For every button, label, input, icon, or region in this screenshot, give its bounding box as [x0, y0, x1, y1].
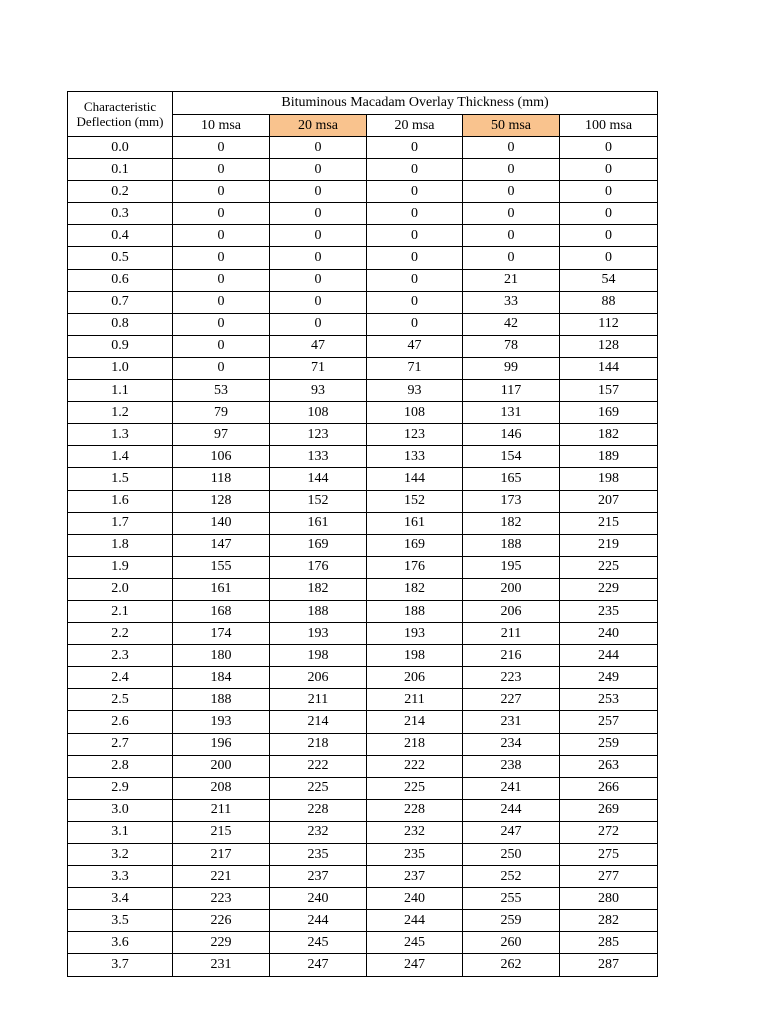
thickness-cell: 140 [173, 512, 270, 534]
deflection-cell: 0.0 [68, 137, 173, 159]
thickness-cell: 0 [270, 181, 367, 203]
thickness-cell: 272 [560, 821, 658, 843]
table-row [68, 932, 658, 954]
thickness-cell: 176 [367, 556, 463, 578]
thickness-cell: 0 [463, 225, 560, 247]
thickness-cell: 108 [367, 402, 463, 424]
thickness-cell: 33 [463, 291, 560, 313]
thickness-cell: 0 [560, 225, 658, 247]
thickness-cell: 262 [463, 954, 560, 976]
thickness-cell: 0 [173, 247, 270, 269]
thickness-cell: 206 [463, 600, 560, 622]
thickness-cell: 147 [173, 534, 270, 556]
thickness-cell: 0 [270, 247, 367, 269]
thickness-cell: 93 [367, 380, 463, 402]
thickness-cell: 21 [463, 269, 560, 291]
thickness-cell: 285 [560, 932, 658, 954]
thickness-cell: 229 [560, 578, 658, 600]
thickness-cell: 244 [270, 910, 367, 932]
thickness-cell: 176 [270, 556, 367, 578]
thickness-cell: 93 [270, 380, 367, 402]
thickness-cell: 169 [270, 534, 367, 556]
overlay-thickness-table [67, 91, 658, 977]
thickness-cell: 144 [367, 468, 463, 490]
thickness-cell: 260 [463, 932, 560, 954]
table-row [68, 667, 658, 689]
thickness-cell: 0 [270, 159, 367, 181]
deflection-cell: 2.5 [68, 689, 173, 711]
table-row [68, 357, 658, 379]
thickness-cell: 0 [463, 137, 560, 159]
thickness-cell: 53 [173, 380, 270, 402]
thickness-cell: 0 [367, 203, 463, 225]
table-row [68, 844, 658, 866]
table-row [68, 600, 658, 622]
thickness-cell: 161 [173, 578, 270, 600]
thickness-cell: 287 [560, 954, 658, 976]
thickness-cell: 0 [560, 203, 658, 225]
deflection-cell: 3.6 [68, 932, 173, 954]
thickness-cell: 231 [173, 954, 270, 976]
thickness-cell: 206 [367, 667, 463, 689]
thickness-cell: 157 [560, 380, 658, 402]
thickness-cell: 0 [560, 247, 658, 269]
thickness-cell: 218 [270, 733, 367, 755]
thickness-cell: 152 [367, 490, 463, 512]
thickness-cell: 211 [270, 689, 367, 711]
deflection-cell: 2.3 [68, 645, 173, 667]
thickness-cell: 0 [173, 291, 270, 313]
table-row [68, 313, 658, 335]
thickness-cell: 168 [173, 600, 270, 622]
deflection-cell: 2.9 [68, 777, 173, 799]
thickness-cell: 238 [463, 755, 560, 777]
deflection-cell: 0.1 [68, 159, 173, 181]
thickness-cell: 0 [270, 225, 367, 247]
thickness-cell: 131 [463, 402, 560, 424]
thickness-cell: 188 [173, 689, 270, 711]
thickness-cell: 240 [270, 888, 367, 910]
thickness-cell: 0 [173, 159, 270, 181]
thickness-cell: 198 [560, 468, 658, 490]
column-header: 20 msa [367, 115, 463, 137]
thickness-cell: 222 [367, 755, 463, 777]
thickness-cell: 188 [463, 534, 560, 556]
thickness-cell: 200 [173, 755, 270, 777]
thickness-cell: 245 [367, 932, 463, 954]
thickness-cell: 240 [560, 623, 658, 645]
thickness-cell: 161 [270, 512, 367, 534]
deflection-cell: 0.4 [68, 225, 173, 247]
table-row [68, 380, 658, 402]
thickness-cell: 232 [270, 821, 367, 843]
thickness-cell: 0 [173, 225, 270, 247]
thickness-cell: 228 [367, 799, 463, 821]
thickness-cell: 237 [367, 866, 463, 888]
thickness-cell: 152 [270, 490, 367, 512]
deflection-cell: 1.6 [68, 490, 173, 512]
thickness-cell: 244 [560, 645, 658, 667]
deflection-cell: 1.7 [68, 512, 173, 534]
thickness-cell: 144 [270, 468, 367, 490]
table-row [68, 799, 658, 821]
thickness-cell: 154 [463, 446, 560, 468]
thickness-cell: 240 [367, 888, 463, 910]
thickness-cell: 247 [367, 954, 463, 976]
deflection-cell: 3.2 [68, 844, 173, 866]
thickness-cell: 244 [367, 910, 463, 932]
thickness-cell: 0 [463, 181, 560, 203]
thickness-cell: 235 [270, 844, 367, 866]
thickness-cell: 0 [367, 225, 463, 247]
deflection-cell: 3.0 [68, 799, 173, 821]
column-header: 50 msa [463, 115, 560, 137]
thickness-cell: 0 [367, 291, 463, 313]
thickness-cell: 0 [173, 357, 270, 379]
column-header: 20 msa [270, 115, 367, 137]
thickness-cell: 155 [173, 556, 270, 578]
thickness-cell: 217 [173, 844, 270, 866]
table-row [68, 954, 658, 976]
thickness-cell: 223 [463, 667, 560, 689]
thickness-cell: 228 [270, 799, 367, 821]
thickness-cell: 0 [367, 181, 463, 203]
table-row [68, 910, 658, 932]
thickness-cell: 0 [270, 313, 367, 335]
thickness-cell: 225 [560, 556, 658, 578]
thickness-cell: 244 [463, 799, 560, 821]
thickness-cell: 0 [367, 247, 463, 269]
deflection-cell: 2.7 [68, 733, 173, 755]
deflection-cell: 1.3 [68, 424, 173, 446]
thickness-cell: 193 [173, 711, 270, 733]
thickness-cell: 259 [560, 733, 658, 755]
table-body [68, 137, 658, 977]
thickness-cell: 117 [463, 380, 560, 402]
thickness-cell: 106 [173, 446, 270, 468]
thickness-cell: 266 [560, 777, 658, 799]
deflection-cell: 2.6 [68, 711, 173, 733]
thickness-cell: 200 [463, 578, 560, 600]
table-row [68, 556, 658, 578]
table-row [68, 711, 658, 733]
table-row [68, 291, 658, 313]
thickness-cell: 182 [463, 512, 560, 534]
thickness-cell: 257 [560, 711, 658, 733]
thickness-cell: 0 [463, 247, 560, 269]
column-header: 100 msa [560, 115, 658, 137]
thickness-cell: 0 [367, 313, 463, 335]
thickness-cell: 169 [367, 534, 463, 556]
thickness-cell: 99 [463, 357, 560, 379]
thickness-cell: 0 [270, 269, 367, 291]
thickness-cell: 196 [173, 733, 270, 755]
thickness-cell: 0 [463, 203, 560, 225]
column-header: 10 msa [173, 115, 270, 137]
thickness-cell: 282 [560, 910, 658, 932]
table-row [68, 424, 658, 446]
thickness-cell: 169 [560, 402, 658, 424]
thickness-cell: 214 [367, 711, 463, 733]
thickness-cell: 0 [367, 137, 463, 159]
thickness-cell: 234 [463, 733, 560, 755]
thickness-cell: 241 [463, 777, 560, 799]
header-row-group [68, 92, 658, 115]
thickness-cell: 193 [367, 623, 463, 645]
thickness-cell: 277 [560, 866, 658, 888]
thickness-cell: 263 [560, 755, 658, 777]
thickness-cell: 225 [270, 777, 367, 799]
thickness-cell: 112 [560, 313, 658, 335]
table-row [68, 578, 658, 600]
table-row [68, 335, 658, 357]
thickness-cell: 231 [463, 711, 560, 733]
deflection-cell: 1.2 [68, 402, 173, 424]
table-row [68, 247, 658, 269]
thickness-cell: 88 [560, 291, 658, 313]
thickness-cell: 211 [463, 623, 560, 645]
table-row [68, 866, 658, 888]
thickness-cell: 208 [173, 777, 270, 799]
table-row [68, 181, 658, 203]
thickness-cell: 206 [270, 667, 367, 689]
thickness-cell: 0 [560, 159, 658, 181]
thickness-cell: 174 [173, 623, 270, 645]
thickness-cell: 253 [560, 689, 658, 711]
thickness-cell: 133 [270, 446, 367, 468]
thickness-cell: 280 [560, 888, 658, 910]
thickness-cell: 188 [367, 600, 463, 622]
deflection-cell: 0.7 [68, 291, 173, 313]
deflection-cell: 2.1 [68, 600, 173, 622]
thickness-cell: 235 [560, 600, 658, 622]
thickness-cell: 133 [367, 446, 463, 468]
table-row [68, 689, 658, 711]
thickness-cell: 173 [463, 490, 560, 512]
thickness-cell: 195 [463, 556, 560, 578]
deflection-cell: 0.9 [68, 335, 173, 357]
thickness-cell: 222 [270, 755, 367, 777]
thickness-cell: 0 [270, 137, 367, 159]
thickness-cell: 0 [367, 269, 463, 291]
deflection-cell: 0.8 [68, 313, 173, 335]
table-row [68, 137, 658, 159]
thickness-cell: 128 [173, 490, 270, 512]
table-row [68, 645, 658, 667]
thickness-cell: 229 [173, 932, 270, 954]
deflection-cell: 3.7 [68, 954, 173, 976]
deflection-cell: 2.4 [68, 667, 173, 689]
thickness-cell: 250 [463, 844, 560, 866]
deflection-cell: 1.5 [68, 468, 173, 490]
thickness-cell: 247 [270, 954, 367, 976]
thickness-cell: 0 [367, 159, 463, 181]
thickness-cell: 182 [367, 578, 463, 600]
thickness-cell: 223 [173, 888, 270, 910]
thickness-cell: 71 [270, 357, 367, 379]
thickness-cell: 78 [463, 335, 560, 357]
thickness-cell: 0 [173, 203, 270, 225]
thickness-cell: 47 [270, 335, 367, 357]
deflection-cell: 2.8 [68, 755, 173, 777]
thickness-cell: 0 [270, 291, 367, 313]
thickness-cell: 144 [560, 357, 658, 379]
thickness-cell: 180 [173, 645, 270, 667]
thickness-cell: 128 [560, 335, 658, 357]
thickness-cell: 198 [270, 645, 367, 667]
deflection-cell: 2.0 [68, 578, 173, 600]
overlay-thickness-group-header: Bituminous Macadam Overlay Thickness (mm) [173, 92, 658, 115]
table-header [68, 92, 658, 137]
thickness-cell: 247 [463, 821, 560, 843]
thickness-cell: 215 [560, 512, 658, 534]
table-row [68, 446, 658, 468]
table-row [68, 203, 658, 225]
table-row [68, 490, 658, 512]
table-row [68, 512, 658, 534]
thickness-cell: 193 [270, 623, 367, 645]
overlay-thickness-table-container [67, 91, 658, 977]
deflection-cell: 3.4 [68, 888, 173, 910]
table-row [68, 755, 658, 777]
thickness-cell: 211 [367, 689, 463, 711]
thickness-cell: 146 [463, 424, 560, 446]
thickness-cell: 0 [173, 335, 270, 357]
thickness-cell: 54 [560, 269, 658, 291]
thickness-cell: 215 [173, 821, 270, 843]
thickness-cell: 237 [270, 866, 367, 888]
deflection-cell: 0.2 [68, 181, 173, 203]
thickness-cell: 188 [270, 600, 367, 622]
deflection-cell: 1.1 [68, 380, 173, 402]
thickness-cell: 0 [463, 159, 560, 181]
table-row [68, 468, 658, 490]
table-row [68, 269, 658, 291]
deflection-cell: 0.3 [68, 203, 173, 225]
thickness-cell: 232 [367, 821, 463, 843]
thickness-cell: 123 [270, 424, 367, 446]
table-row [68, 733, 658, 755]
thickness-cell: 182 [560, 424, 658, 446]
thickness-cell: 182 [270, 578, 367, 600]
characteristic-deflection-header: Characteristic Deflection (mm) [68, 92, 173, 137]
thickness-cell: 161 [367, 512, 463, 534]
deflection-cell: 3.1 [68, 821, 173, 843]
thickness-cell: 165 [463, 468, 560, 490]
thickness-cell: 123 [367, 424, 463, 446]
table-row [68, 888, 658, 910]
deflection-cell: 0.5 [68, 247, 173, 269]
thickness-cell: 219 [560, 534, 658, 556]
deflection-cell: 1.8 [68, 534, 173, 556]
thickness-cell: 226 [173, 910, 270, 932]
thickness-cell: 79 [173, 402, 270, 424]
thickness-cell: 184 [173, 667, 270, 689]
thickness-cell: 207 [560, 490, 658, 512]
thickness-cell: 42 [463, 313, 560, 335]
thickness-cell: 227 [463, 689, 560, 711]
table-row [68, 159, 658, 181]
table-row [68, 225, 658, 247]
deflection-cell: 1.0 [68, 357, 173, 379]
thickness-cell: 198 [367, 645, 463, 667]
thickness-cell: 0 [173, 313, 270, 335]
thickness-cell: 0 [173, 269, 270, 291]
thickness-cell: 0 [270, 203, 367, 225]
thickness-cell: 221 [173, 866, 270, 888]
thickness-cell: 118 [173, 468, 270, 490]
deflection-cell: 0.6 [68, 269, 173, 291]
table-row [68, 402, 658, 424]
deflection-cell: 3.5 [68, 910, 173, 932]
thickness-cell: 97 [173, 424, 270, 446]
thickness-cell: 71 [367, 357, 463, 379]
thickness-cell: 0 [560, 137, 658, 159]
table-row [68, 777, 658, 799]
thickness-cell: 252 [463, 866, 560, 888]
thickness-cell: 216 [463, 645, 560, 667]
thickness-cell: 189 [560, 446, 658, 468]
thickness-cell: 0 [560, 181, 658, 203]
thickness-cell: 249 [560, 667, 658, 689]
thickness-cell: 47 [367, 335, 463, 357]
deflection-cell: 3.3 [68, 866, 173, 888]
deflection-cell: 1.9 [68, 556, 173, 578]
thickness-cell: 245 [270, 932, 367, 954]
thickness-cell: 214 [270, 711, 367, 733]
deflection-cell: 1.4 [68, 446, 173, 468]
table-row [68, 534, 658, 556]
table-row [68, 821, 658, 843]
thickness-cell: 218 [367, 733, 463, 755]
thickness-cell: 275 [560, 844, 658, 866]
thickness-cell: 108 [270, 402, 367, 424]
thickness-cell: 269 [560, 799, 658, 821]
deflection-cell: 2.2 [68, 623, 173, 645]
thickness-cell: 0 [173, 137, 270, 159]
thickness-cell: 0 [173, 181, 270, 203]
thickness-cell: 259 [463, 910, 560, 932]
thickness-cell: 255 [463, 888, 560, 910]
table-row [68, 623, 658, 645]
thickness-cell: 211 [173, 799, 270, 821]
thickness-cell: 225 [367, 777, 463, 799]
thickness-cell: 235 [367, 844, 463, 866]
